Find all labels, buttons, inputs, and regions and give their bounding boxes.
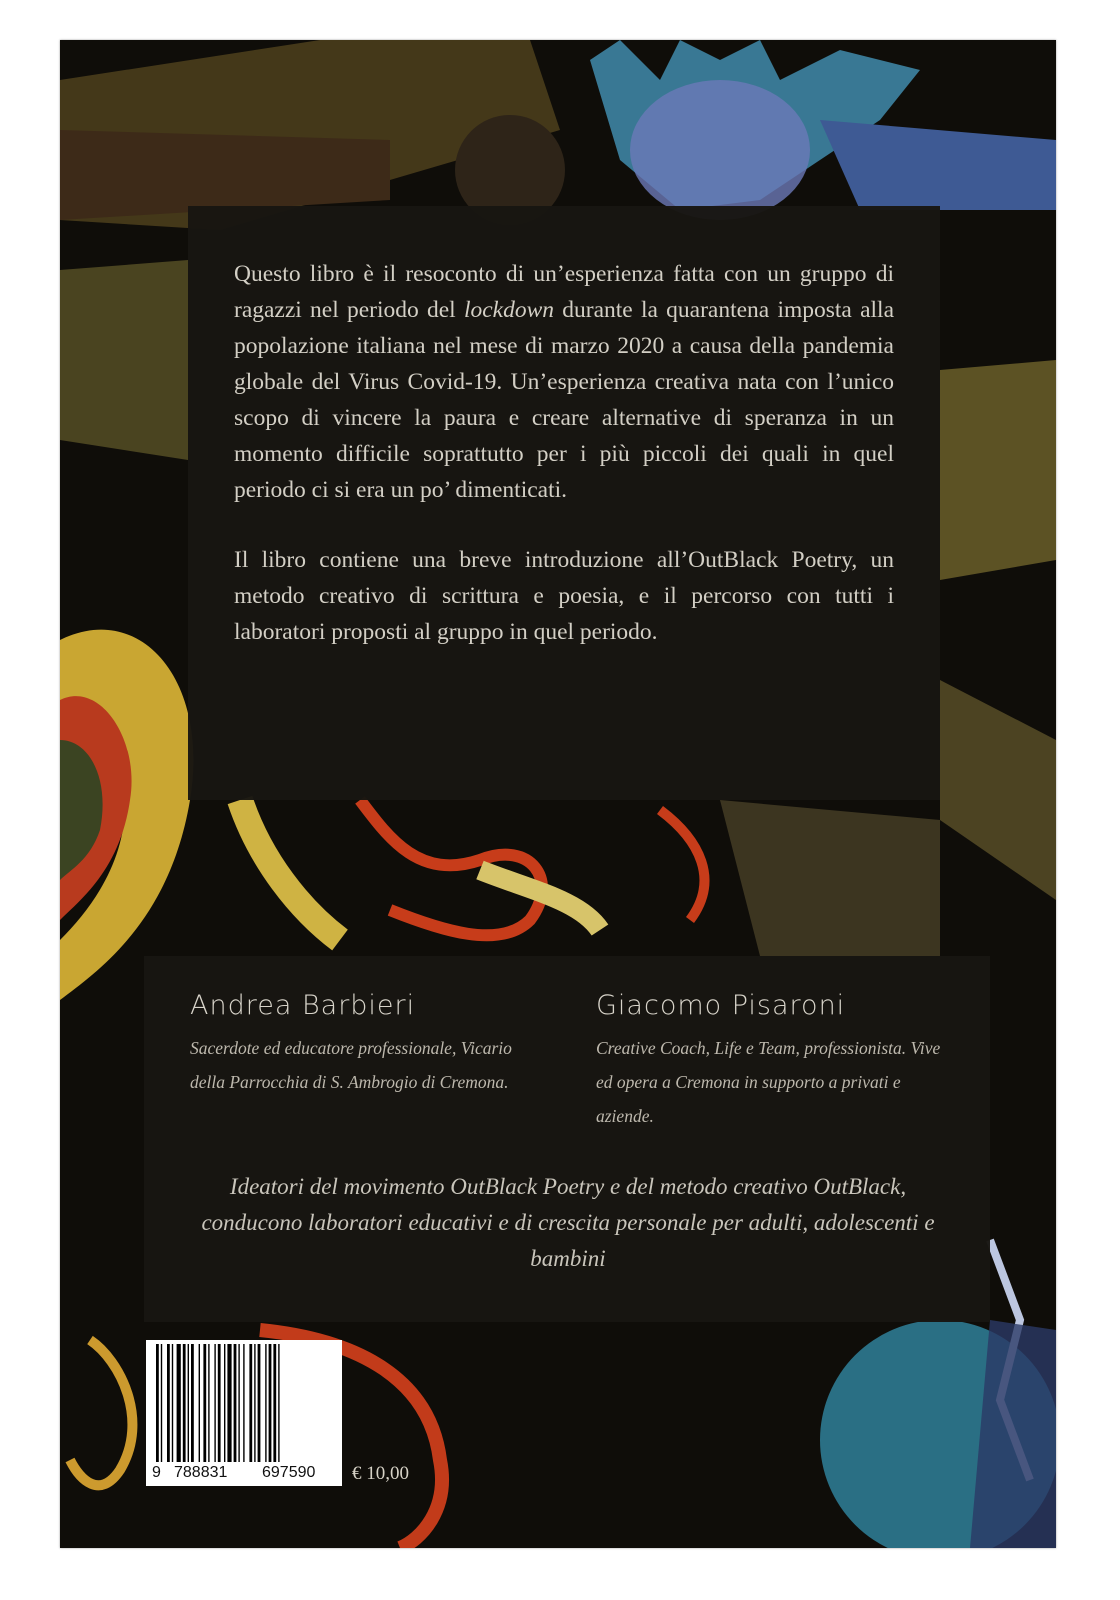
barcode-group-right: 697590: [262, 1464, 316, 1481]
barcode-bar: [227, 1344, 231, 1462]
barcode-bars: [154, 1344, 334, 1464]
barcode-bar: [269, 1344, 272, 1462]
barcode-group-left: 788831: [174, 1464, 228, 1481]
barcode: [146, 1340, 342, 1486]
barcode-bar: [234, 1344, 237, 1462]
barcode-bar: [218, 1344, 221, 1462]
author-giacomo-pisaroni: [596, 990, 946, 1133]
barcode-bar: [161, 1344, 162, 1462]
lockdown-emphasis: lockdown: [463, 297, 555, 323]
barcode-bar: [249, 1344, 252, 1462]
author-columns: [190, 990, 946, 1133]
author-andrea-barbieri: [190, 990, 542, 1133]
barcode-bar: [188, 1344, 189, 1462]
author-bio: Sacerdote ed educatore professionale, Vicario della Parrocchia di S. Ambrogio di Cremona.: [190, 1038, 512, 1092]
barcode-bar: [208, 1344, 209, 1462]
blurb-panel: [188, 206, 940, 800]
barcode-bar: [203, 1344, 206, 1462]
blurb-paragraph-2: Il libro contiene una breve introduzione all’OutBlack Poetry, un metodo creativo di scrittura e poesia, e il percorso con tutti i laboratori proposti al gruppo in quel periodo.: [234, 547, 894, 645]
barcode-bar: [273, 1344, 276, 1462]
ideatori-text: Ideatori del movimento OutBlack Poetry e del metodo creativo OutBlack, conducono laboratori educativi e di crescita personale per adulti, adolescenti e bambini: [201, 1174, 935, 1271]
barcode-digit-first: 9: [152, 1464, 161, 1481]
barcode-bar: [167, 1344, 170, 1462]
barcode-digits: [152, 1464, 338, 1484]
author-bio: Creative Coach, Life e Team, professionista. Vive ed opera a Cremona in supporto a privati e aziende.: [596, 1038, 941, 1126]
authors-panel: [144, 956, 990, 1322]
barcode-bar: [183, 1344, 186, 1462]
barcode-bar: [278, 1344, 279, 1462]
barcode-bar: [258, 1344, 261, 1462]
author-name: Andrea Barbieri: [190, 990, 416, 1021]
blurb-paragraph-1: Questo libro è il resoconto di un’esperienza fatta con un gruppo di ragazzi nel periodo del lockdown durante la quarantena imposta alla popolazione italiana nel mese di marzo 2020 a causa della pandemia globale del Virus Covid-19. Un’esperienza creativa nata con l’unico scopo di vincere la paura e creare alternative di speranza in un momento difficile soprattutto per i più piccoli dei quali in quel periodo ci si era un po’ dimenticati.: [234, 261, 895, 503]
book-back-cover: [60, 40, 1056, 1548]
barcode-bar: [214, 1344, 215, 1462]
price-label: € 10,00: [352, 1463, 409, 1484]
barcode-bar: [238, 1344, 239, 1462]
barcode-bar: [224, 1344, 225, 1462]
barcode-bar: [172, 1344, 173, 1462]
author-name: Giacomo Pisaroni: [596, 990, 846, 1021]
barcode-bar: [265, 1344, 266, 1462]
barcode-bar: [243, 1344, 244, 1462]
barcode-bar: [191, 1344, 194, 1462]
barcode-bar: [199, 1344, 200, 1462]
barcode-bar: [156, 1344, 159, 1462]
barcode-bar: [254, 1344, 255, 1462]
barcode-bar: [177, 1344, 181, 1462]
